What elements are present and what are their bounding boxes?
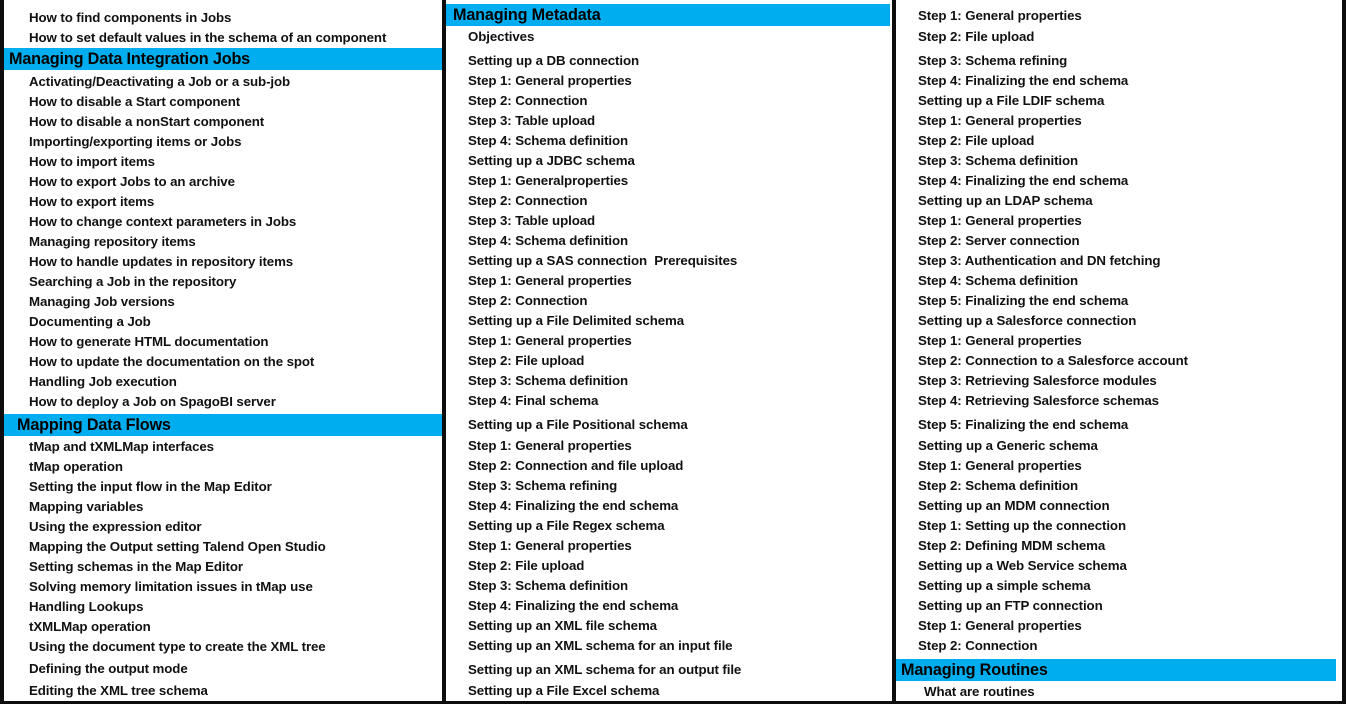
toc-entry-item[interactable]: How to export Jobs to an archive — [29, 174, 235, 189]
toc-entry-item[interactable]: tXMLMap operation — [29, 619, 151, 634]
toc-entry-item[interactable]: Step 4: Schema definition — [918, 273, 1079, 288]
toc-entry-item[interactable]: How to import items — [29, 154, 155, 169]
toc-entry-item[interactable]: Step 2: File upload — [918, 29, 1035, 44]
toc-entry-item[interactable]: How to set default values in the schema of an component — [29, 30, 387, 45]
toc-entry-item[interactable]: Setting up a Generic schema — [918, 438, 1098, 453]
toc-entry-item[interactable]: Step 2: Server connection — [918, 233, 1080, 248]
toc-section-header[interactable]: Managing Data Integration Jobs — [4, 48, 442, 70]
toc-entry-item[interactable]: Step 3: Schema definition — [468, 373, 629, 388]
toc-entry-item[interactable]: Step 1: Setting up the connection — [918, 518, 1126, 533]
toc-entry-item[interactable]: Importing/exporting items or Jobs — [29, 134, 242, 149]
toc-entry-item[interactable]: Using the expression editor — [29, 519, 202, 534]
toc-entry-item[interactable]: Setting up a simple schema — [918, 578, 1091, 593]
toc-entry-item[interactable]: Step 2: Connection and file upload — [468, 458, 684, 473]
toc-entry-item[interactable]: Setting up an MDM connection — [918, 498, 1110, 513]
toc-entry-item[interactable]: How to handle updates in repository items — [29, 254, 294, 269]
toc-entry-item[interactable]: tMap operation — [29, 459, 123, 474]
toc-entry-item[interactable]: Step 3: Authentication and DN fetching — [918, 253, 1161, 268]
toc-entry-item[interactable]: Setting up a DB connection — [468, 53, 639, 68]
toc-entry-item[interactable]: Mapping variables — [29, 499, 144, 514]
toc-entry-item[interactable]: Objectives — [468, 29, 535, 44]
toc-entry-item[interactable]: Step 4: Finalizing the end schema — [468, 498, 679, 513]
toc-entry-item[interactable]: Managing repository items — [29, 234, 196, 249]
toc-entry-item[interactable]: Step 4: Schema definition — [468, 133, 629, 148]
toc-entry-item[interactable]: Step 2: File upload — [468, 353, 585, 368]
toc-section-header[interactable]: Managing Routines — [896, 659, 1336, 681]
toc-entry-item[interactable]: Setting up a File Excel schema — [468, 683, 660, 698]
toc-entry-item[interactable]: Activating/Deactivating a Job or a sub-job — [29, 74, 291, 89]
toc-entry-item[interactable]: Step 4: Finalizing the end schema — [468, 598, 679, 613]
toc-entry-item[interactable]: Step 4: Schema definition — [468, 233, 629, 248]
toc-entry-item[interactable]: Step 2: Connection to a Salesforce account — [918, 353, 1188, 368]
toc-entry-item[interactable]: How to change context parameters in Jobs — [29, 214, 297, 229]
toc-entry-item[interactable]: Using the document type to create the XML tree — [29, 639, 326, 654]
toc-column-3-inner — [896, 0, 1342, 701]
toc-section-header[interactable]: Mapping Data Flows — [4, 414, 442, 436]
toc-entry-item[interactable]: Setting up a SAS connection Prerequisites — [468, 253, 738, 268]
toc-entry-item[interactable]: Step 5: Finalizing the end schema — [918, 293, 1129, 308]
toc-entry-item[interactable]: Setting up a JDBC schema — [468, 153, 635, 168]
toc-entry-item[interactable]: Setting up a File Delimited schema — [468, 313, 685, 328]
toc-entry-item[interactable]: Step 1: General properties — [468, 73, 632, 88]
toc-entry-item[interactable]: Documenting a Job — [29, 314, 151, 329]
toc-entry-item[interactable]: Managing Job versions — [29, 294, 175, 309]
toc-entry-item[interactable]: Step 1: Generalproperties — [468, 173, 629, 188]
toc-entry-item[interactable]: Step 4: Retrieving Salesforce schemas — [918, 393, 1159, 408]
toc-column-1 — [0, 0, 446, 704]
toc-entry-item[interactable]: Setting up an XML schema for an input file — [468, 638, 733, 653]
toc-entry-item[interactable]: Step 3: Retrieving Salesforce modules — [918, 373, 1157, 388]
toc-entry-item[interactable]: Step 4: Finalizing the end schema — [918, 173, 1129, 188]
toc-entry-item[interactable]: Handling Job execution — [29, 374, 177, 389]
toc-column-2 — [446, 0, 896, 704]
toc-entry-item[interactable]: Setting the input flow in the Map Editor — [29, 479, 272, 494]
toc-entry-item[interactable]: Step 1: General properties — [468, 273, 632, 288]
toc-entry-item[interactable]: Step 1: General properties — [918, 333, 1082, 348]
toc-entry-item[interactable]: Step 3: Table upload — [468, 213, 596, 228]
toc-entry-item[interactable]: Step 1: General properties — [918, 213, 1082, 228]
toc-entry-item[interactable]: Step 1: General properties — [918, 8, 1082, 23]
toc-entry-item[interactable]: Step 2: File upload — [918, 133, 1035, 148]
toc-entry-item[interactable]: Solving memory limitation issues in tMap use — [29, 579, 313, 594]
toc-entry-item[interactable]: Step 2: Schema definition — [918, 478, 1079, 493]
toc-entry-item[interactable]: Step 2: Connection — [468, 93, 588, 108]
toc-entry-item[interactable]: Setting up an XML schema for an output file — [468, 662, 742, 677]
toc-entry-item[interactable]: Step 3: Schema refining — [918, 53, 1068, 68]
toc-entry-item[interactable]: Setting schemas in the Map Editor — [29, 559, 243, 574]
toc-entry-item[interactable]: Step 4: Final schema — [468, 393, 599, 408]
toc-entry-item[interactable]: How to generate HTML documentation — [29, 334, 269, 349]
toc-entry-item[interactable]: How to disable a nonStart component — [29, 114, 265, 129]
toc-entry-item[interactable]: How to disable a Start component — [29, 94, 241, 109]
toc-entry-item[interactable]: Defining the output mode — [29, 661, 188, 676]
toc-entry-item[interactable]: Step 3: Schema definition — [918, 153, 1079, 168]
toc-entry-item[interactable]: Setting up a Salesforce connection — [918, 313, 1137, 328]
toc-entry-item[interactable]: Step 1: General properties — [918, 113, 1082, 128]
toc-entry-item[interactable]: Searching a Job in the repository — [29, 274, 237, 289]
toc-entry-item[interactable]: Step 1: General properties — [468, 438, 632, 453]
toc-entry-item[interactable]: Setting up a File Regex schema — [468, 518, 665, 533]
toc-entry-item[interactable]: Setting up a File LDIF schema — [918, 93, 1105, 108]
toc-entry-item[interactable]: Step 3: Schema definition — [468, 578, 629, 593]
toc-entry-item[interactable]: Setting up an XML file schema — [468, 618, 657, 633]
toc-entry-item[interactable]: How to export items — [29, 194, 155, 209]
toc-entry-item[interactable]: Step 2: Connection — [918, 638, 1038, 653]
toc-entry-item[interactable]: Setting up a Web Service schema — [918, 558, 1127, 573]
toc-entry-item[interactable]: Step 5: Finalizing the end schema — [918, 417, 1129, 432]
toc-entry-item[interactable]: Editing the XML tree schema — [29, 683, 208, 698]
toc-entry-item[interactable]: How to find components in Jobs — [29, 10, 232, 25]
toc-entry-item[interactable]: How to update the documentation on the spot — [29, 354, 315, 369]
toc-entry-item[interactable]: Step 1: General properties — [918, 458, 1082, 473]
toc-entry-item[interactable]: Setting up an FTP connection — [918, 598, 1103, 613]
toc-section-header[interactable]: Managing Metadata — [446, 4, 890, 26]
toc-column-1-inner — [4, 0, 442, 701]
toc-entry-item[interactable]: tMap and tXMLMap interfaces — [29, 439, 214, 454]
toc-entry-item[interactable]: Step 1: General properties — [468, 333, 632, 348]
toc-entry-item[interactable]: Step 3: Table upload — [468, 113, 596, 128]
toc-entry-item[interactable]: Step 1: General properties — [918, 618, 1082, 633]
toc-entry-item[interactable]: Mapping the Output setting Talend Open Studio — [29, 539, 326, 554]
toc-entry-item[interactable]: Setting up an LDAP schema — [918, 193, 1093, 208]
toc-entry-item[interactable]: Step 3: Schema refining — [468, 478, 618, 493]
toc-entry-item[interactable]: Setting up a File Positional schema — [468, 417, 688, 432]
toc-entry-item[interactable]: Step 2: File upload — [468, 558, 585, 573]
toc-entry-item[interactable]: Handling Lookups — [29, 599, 144, 614]
toc-entry-item[interactable]: Step 2: Connection — [468, 193, 588, 208]
toc-column-2-inner — [446, 0, 892, 701]
toc-column-3 — [896, 0, 1346, 704]
toc-entry-item[interactable]: Step 2: Connection — [468, 293, 588, 308]
toc-entry-item[interactable]: Step 2: Defining MDM schema — [918, 538, 1106, 553]
toc-entry-item[interactable]: What are routines — [924, 684, 1035, 699]
toc-entry-item[interactable]: Step 1: General properties — [468, 538, 632, 553]
toc-entry-item[interactable]: How to deploy a Job on SpagoBI server — [29, 394, 276, 409]
toc-entry-item[interactable]: Step 4: Finalizing the end schema — [918, 73, 1129, 88]
